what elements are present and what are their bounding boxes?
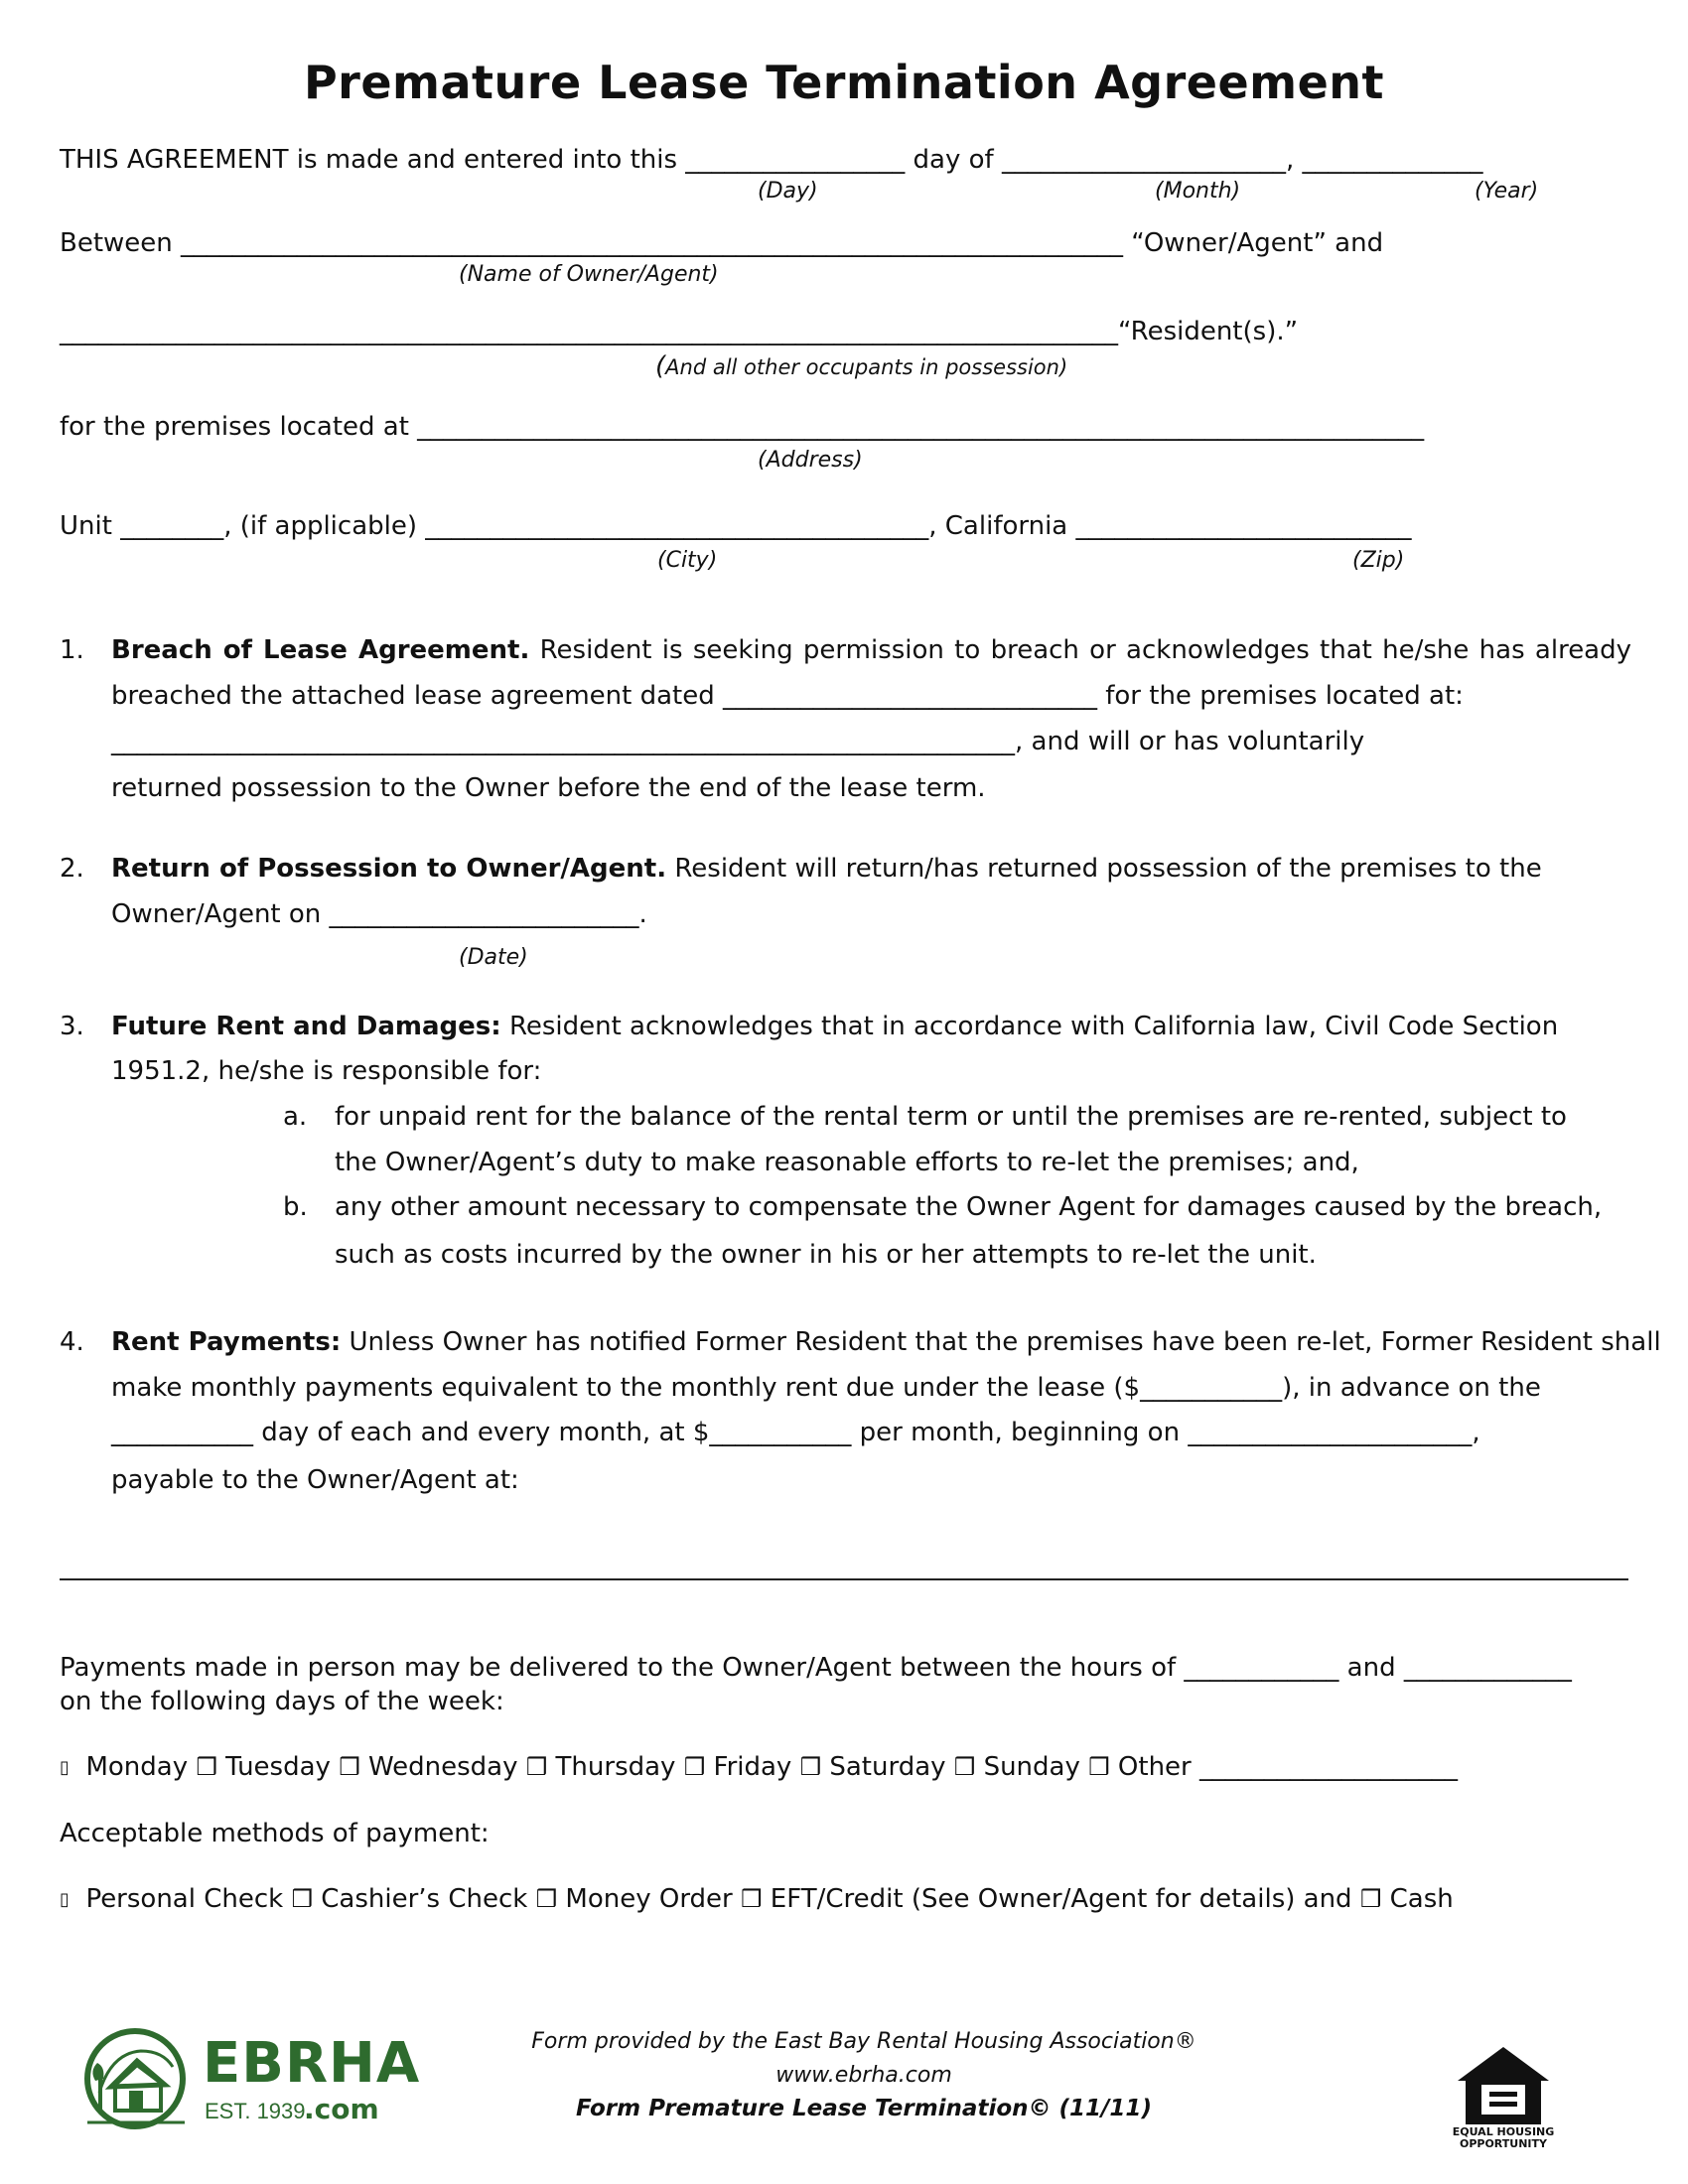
methods-label: Acceptable methods of payment: — [60, 1819, 490, 1848]
section4-line1-text: Unless Owner has notified Former Resident that the premises have been re-let, Former Resident shall — [349, 1327, 1661, 1357]
section1-line2: breached the attached lease agreement dated _____________________________ for the premises located at: — [111, 681, 1464, 711]
section3-heading: Future Rent and Damages: — [111, 1012, 501, 1041]
section3-b-line2: such as costs incurred by the owner in his or her attempts to re-let the unit. — [335, 1240, 1317, 1270]
section3-line1 — [111, 1012, 1558, 1041]
intro-owner-line: Between _________________________________________________________________________ “Owner/Agent” and — [60, 228, 1384, 258]
intro-resident-line: __________________________________________________________________________________“Resident(s).” — [60, 317, 1299, 346]
method-personal-check: Personal Check — [85, 1884, 284, 1914]
day-thursday: Thursday — [555, 1752, 676, 1782]
checkbox-other[interactable]: ❒ — [1088, 1753, 1110, 1781]
logo-est: EST. 1939 — [205, 2099, 306, 2123]
footer-url[interactable]: www.ebrha.com — [775, 2063, 952, 2088]
section3-number: 3. — [60, 1012, 84, 1041]
section4-heading: Rent Payments: — [111, 1327, 342, 1357]
caption-year: (Year) — [1475, 179, 1539, 204]
caption-date: (Date) — [459, 945, 528, 970]
footer-form-name: Form Premature Lease Termination© (11/11) — [576, 2096, 1152, 2121]
methods-checkbox-list — [60, 1884, 1454, 1914]
caption-occupants-paren: ( — [655, 351, 666, 381]
checkbox-sunday[interactable]: ❒ — [953, 1753, 976, 1781]
checkbox-thursday[interactable]: ❒ — [525, 1753, 548, 1781]
section3-line1-text: Resident acknowledges that in accordance with California law, Civil Code Section — [508, 1012, 1559, 1041]
checkbox-personal-check[interactable]: ▯ — [60, 1889, 70, 1910]
footer-provided: Form provided by the East Bay Rental Housing Association® — [531, 2029, 1196, 2054]
method-cash: Cash — [1389, 1884, 1454, 1914]
section3-a-label: a. — [283, 1102, 308, 1132]
section4-line1 — [111, 1327, 1661, 1357]
checkbox-cashiers-check[interactable]: ❒ — [291, 1885, 313, 1913]
method-cashiers-check: Cashier’s Check — [321, 1884, 528, 1914]
checkbox-money-order[interactable]: ❒ — [535, 1885, 558, 1913]
section4-number: 4. — [60, 1327, 84, 1357]
caption-occupants — [655, 351, 1067, 381]
section3-a-line1: for unpaid rent for the balance of the rental term or until the premises are re-rented, subject to — [335, 1102, 1567, 1132]
section1-line1-text: Resident is seeking permission to breach or acknowledges that he/she has already — [539, 635, 1632, 665]
intro-date-line: THIS AGREEMENT is made and entered into this _________________ day of ______________________, ______________ — [60, 145, 1483, 175]
section2-line1-text: Resident will return/has returned possession of the premises to the — [674, 854, 1542, 884]
day-friday: Friday — [713, 1752, 792, 1782]
caption-address: (Address) — [758, 448, 863, 473]
checkbox-saturday[interactable]: ❒ — [799, 1753, 822, 1781]
checkbox-wednesday[interactable]: ❒ — [339, 1753, 360, 1781]
logo-name: EBRHA — [203, 2031, 421, 2096]
eho-text-1: EQUAL HOUSING — [1452, 2125, 1555, 2138]
checkbox-monday[interactable]: ▯ — [60, 1757, 70, 1778]
method-money-order: Money Order — [565, 1884, 733, 1914]
section2-number: 2. — [60, 854, 84, 884]
payments-hours-line: Payments made in person may be delivered to the Owner/Agent between the hours of ____________ and _____________ — [60, 1653, 1572, 1683]
days-checkbox-list — [60, 1752, 1458, 1782]
equal-housing-icon — [1454, 2043, 1553, 2126]
section4-line4: payable to the Owner/Agent at: — [111, 1465, 519, 1495]
section4-line2: make monthly payments equivalent to the monthly rent due under the lease ($___________), in advance on the — [111, 1373, 1541, 1403]
section3-b-line1: any other amount necessary to compensate the Owner Agent for damages caused by the breach, — [335, 1192, 1603, 1222]
caption-city: (City) — [657, 548, 718, 573]
ebrha-logo[interactable] — [81, 2023, 421, 2132]
day-tuesday: Tuesday — [225, 1752, 331, 1782]
document-title: Premature Lease Termination Agreement — [303, 56, 1385, 109]
section1-line3: ______________________________________________________________________, and will or has voluntarily — [111, 727, 1365, 756]
section3-a-line2: the Owner/Agent’s duty to make reasonable efforts to re-let the premises; and, — [335, 1148, 1359, 1177]
day-wednesday: Wednesday — [367, 1752, 518, 1782]
section1-number: 1. — [60, 635, 84, 665]
day-monday: Monday — [85, 1752, 189, 1782]
method-eft-credit: EFT/Credit (See Owner/Agent for details) and — [770, 1884, 1352, 1914]
caption-day: (Day) — [758, 179, 818, 204]
section2-line2: Owner/Agent on ________________________. — [111, 899, 647, 929]
day-saturday: Saturday — [829, 1752, 946, 1782]
eho-text-2: OPPORTUNITY — [1459, 2137, 1547, 2150]
checkbox-tuesday[interactable]: ❒ — [196, 1753, 217, 1781]
checkbox-friday[interactable]: ❒ — [683, 1753, 706, 1781]
payments-days-label: on the following days of the week: — [60, 1687, 504, 1716]
house-icon — [81, 2023, 191, 2132]
section3-line2: 1951.2, he/she is responsible for: — [111, 1056, 542, 1086]
checkbox-cash[interactable]: ❒ — [1359, 1885, 1382, 1913]
section4-line3: ___________ day of each and every month, at $___________ per month, beginning on ______________________, — [111, 1418, 1480, 1447]
section2-line1 — [111, 854, 1542, 884]
section1-heading: Breach of Lease Agreement. — [111, 635, 530, 665]
section2-heading: Return of Possession to Owner/Agent. — [111, 854, 667, 884]
checkbox-eft-credit[interactable]: ❒ — [741, 1885, 763, 1913]
section1-line4: returned possession to the Owner before the end of the lease term. — [111, 773, 986, 803]
equal-housing-logo — [1452, 2043, 1555, 2152]
day-other: Other ____________________ — [1117, 1752, 1459, 1782]
day-sunday: Sunday — [983, 1752, 1080, 1782]
caption-owner: (Name of Owner/Agent) — [459, 262, 719, 287]
caption-month: (Month) — [1155, 179, 1241, 204]
section3-b-label: b. — [283, 1192, 308, 1222]
section1-line1 — [111, 635, 1631, 665]
caption-zip: (Zip) — [1352, 548, 1405, 573]
intro-premises-line: for the premises located at ______________________________________________________________________________ — [60, 412, 1425, 442]
logo-com: .com — [304, 2093, 379, 2125]
payment-address-line — [60, 1578, 1628, 1580]
intro-unit-line: Unit ________, (if applicable) _______________________________________, California __________________________ — [60, 511, 1412, 541]
caption-occupants-text: And all other occupants in possession) — [665, 355, 1068, 379]
